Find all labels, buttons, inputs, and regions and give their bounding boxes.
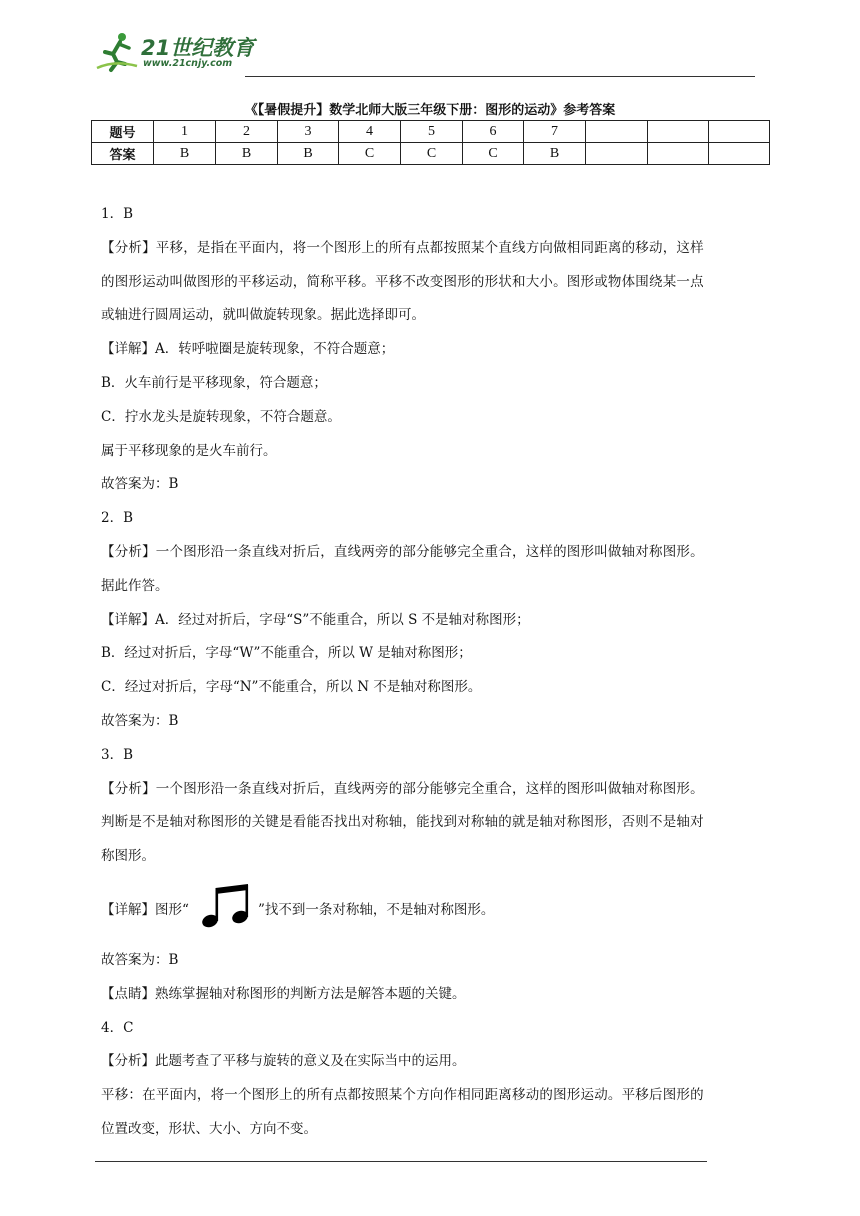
answer-cell: C <box>401 143 463 165</box>
question-number-cell: 4 <box>339 121 401 143</box>
runner-logo-icon <box>95 30 139 74</box>
q2-detail-line: 【详解】A．经过对折后，字母“S”不能重合，所以 S 不是轴对称图形； <box>101 611 530 628</box>
q3-analysis-line: 称图形。 <box>101 848 155 865</box>
answer-cell: B <box>216 143 278 165</box>
q2-analysis-line: 【分析】一个图形沿一条直线对折后，直线两旁的部分能够完全重合，这样的图形叫做轴对称图形。 <box>101 543 704 560</box>
question-number-cell: 1 <box>154 121 216 143</box>
table-row-numbers <box>92 121 770 143</box>
q3-detail-suffix: ”找不到一条对称轴，不是轴对称图形。 <box>258 901 495 918</box>
question-number-cell: 6 <box>463 121 524 143</box>
q3-detail <box>101 874 761 944</box>
q4-analysis-line: 【分析】此题考查了平移与旋转的意义及在实际当中的运用。 <box>101 1053 466 1070</box>
answer-cell: B <box>278 143 339 165</box>
row-label-answer: 答案 <box>92 143 154 165</box>
question-number-cell: 2 <box>216 121 278 143</box>
table-row-answers <box>92 143 770 165</box>
answer-cell <box>648 143 709 165</box>
q3-detail-prefix: 【详解】图形“ <box>101 901 189 918</box>
q1-detail-line: 属于平移现象的是火车前行。 <box>101 442 277 459</box>
q3-heading: 3．B <box>101 746 134 763</box>
question-number-cell <box>586 121 648 143</box>
q2-heading: 2．B <box>101 510 134 527</box>
question-number-cell <box>709 121 770 143</box>
q4-heading: 4．C <box>101 1019 134 1036</box>
page-header <box>95 28 755 78</box>
logo <box>95 28 265 74</box>
question-number-cell: 5 <box>401 121 463 143</box>
row-label-number: 题号 <box>92 121 154 143</box>
answer-table <box>91 120 770 165</box>
question-number-cell: 7 <box>524 121 586 143</box>
q1-answer: 故答案为：B <box>101 476 179 493</box>
beamed-eighth-notes-icon <box>198 880 256 930</box>
answer-cell <box>709 143 770 165</box>
answer-cell <box>586 143 648 165</box>
q1-detail-line: B．火车前行是平移现象，符合题意； <box>101 374 327 391</box>
q1-detail-line: 【详解】A．转呼啦圈是旋转现象，不符合题意； <box>101 341 395 358</box>
question-number-cell <box>648 121 709 143</box>
q1-detail-line: C．拧水龙头是旋转现象，不符合题意。 <box>101 408 341 425</box>
q3-analysis-line: 判断是不是轴对称图形的关键是看能否找出对称轴，能找到对称轴的就是轴对称图形，否则不是轴对 <box>101 814 704 831</box>
answer-cell: B <box>154 143 216 165</box>
q2-detail-line: C．经过对折后，字母“N”不能重合，所以 N 不是轴对称图形。 <box>101 679 482 696</box>
q1-analysis-line: 的图形运动叫做图形的平移运动，简称平移。平移不改变图形的形状和大小。图形或物体围绕某一点 <box>101 273 704 290</box>
q1-analysis-line: 或轴进行圆周运动，就叫做旋转现象。据此选择即可。 <box>101 307 425 324</box>
header-divider <box>245 76 755 77</box>
q3-answer: 故答案为：B <box>101 951 179 968</box>
logo-brand-text: 21世纪教育 <box>141 36 255 60</box>
logo-url-text: www.21cnjy.com <box>143 58 233 69</box>
q4-analysis-line: 平移：在平面内，将一个图形上的所有点都按照某个方向作相同距离移动的图形运动。平移后图形的 <box>101 1087 704 1104</box>
document-title: 《【暑假提升】数学北师大版三年级下册：图形的运动》参考答案 <box>244 103 616 118</box>
q3-analysis-line: 【分析】一个图形沿一条直线对折后，直线两旁的部分能够完全重合，这样的图形叫做轴对称图形。 <box>101 780 704 797</box>
q3-tip: 【点睛】熟练掌握轴对称图形的判断方法是解答本题的关键。 <box>101 985 466 1002</box>
q1-analysis-line: 【分析】平移，是指在平面内，将一个图形上的所有点都按照某个直线方向做相同距离的移动，这样 <box>101 239 704 256</box>
q2-detail-line: B．经过对折后，字母“W”不能重合，所以 W 是轴对称图形； <box>101 645 472 662</box>
q2-analysis-line: 据此作答。 <box>101 577 169 594</box>
q2-answer: 故答案为：B <box>101 712 179 729</box>
answer-cell: B <box>524 143 586 165</box>
answer-cell: C <box>339 143 401 165</box>
question-number-cell: 3 <box>278 121 339 143</box>
q1-heading: 1．B <box>101 206 134 222</box>
footer-divider <box>95 1161 707 1162</box>
answer-cell: C <box>463 143 524 165</box>
solutions-body <box>101 198 761 1147</box>
q4-analysis-line: 位置改变，形状、大小、方向不变。 <box>101 1120 317 1137</box>
